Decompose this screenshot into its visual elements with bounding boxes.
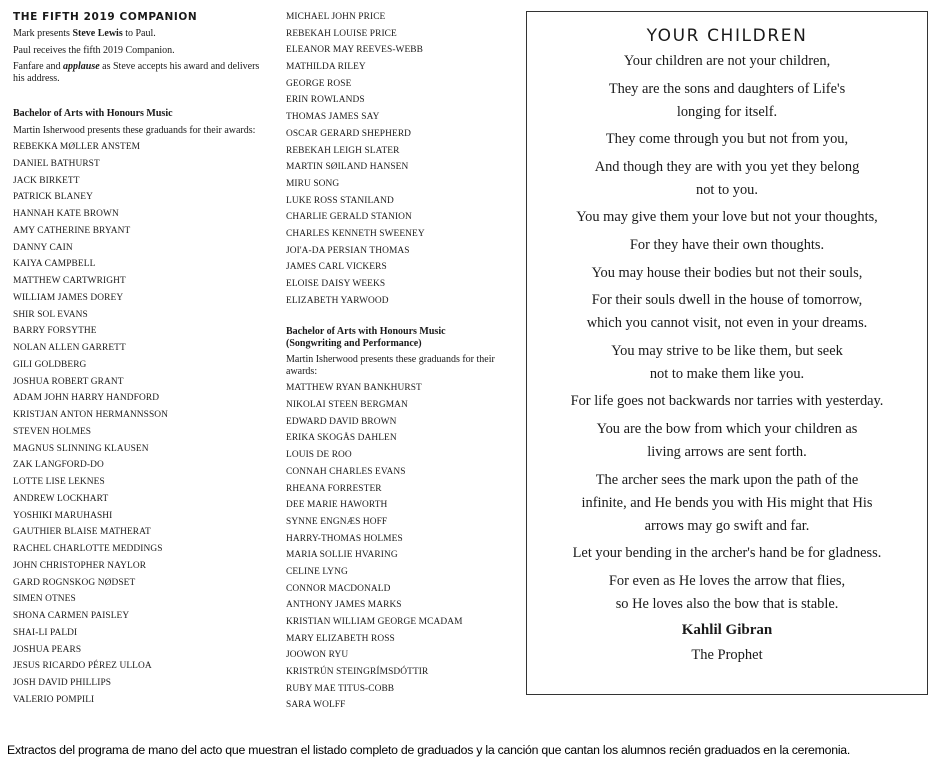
graduand-name: SARA WOLFF — [286, 700, 346, 711]
graduand-name: WILLIAM JAMES DOREY — [13, 292, 124, 303]
music-graduand-list — [13, 139, 273, 709]
companion-name: Steve Lewis — [72, 28, 123, 39]
graduand-name: JESUS RICARDO PÉREZ ULLOA — [13, 661, 152, 672]
poem-line: They come through you but not from you, — [605, 131, 849, 148]
graduand-name: CELINE LYNG — [286, 566, 348, 577]
poem-line: And though they are with you yet they belong — [594, 158, 860, 175]
poem-source: The Prophet — [691, 647, 763, 664]
poem-stanza — [527, 542, 927, 565]
graduand-name: KAIYA CAMPBELL — [13, 259, 96, 270]
graduand-name: KRISTIAN WILLIAM GEORGE MCADAM — [286, 617, 463, 627]
poem-body — [527, 50, 927, 616]
poem-stanza — [527, 156, 927, 202]
graduand-name: LUKE ROSS STANILAND — [286, 195, 394, 206]
graduand-name: GAUTHIER BLAISE MATHERAT — [13, 527, 151, 538]
graduand-name: PATRICK BLANEY — [13, 192, 93, 203]
poem-stanza — [527, 50, 927, 73]
songwriting-section-heading: Bachelor of Arts with Honours Music (Songwriting and Performance) — [286, 326, 446, 349]
graduand-name: MATTHEW RYAN BANKHURST — [286, 383, 422, 394]
graduand-name: CHARLIE GERALD STANION — [286, 212, 412, 223]
graduand-name: SHIR SOL EVANS — [13, 309, 88, 320]
graduand-name: BARRY FORSYTHE — [13, 326, 97, 337]
poem-stanza — [527, 390, 927, 413]
graduand-name: KRISTJAN ANTON HERMANNSSON — [13, 410, 169, 420]
graduand-name: HANNAH KATE BROWN — [13, 209, 119, 219]
graduand-name: THOMAS JAMES SAY — [286, 112, 380, 123]
poem-title: YOUR CHILDREN — [646, 26, 808, 46]
graduand-name: DANNY CAIN — [13, 242, 73, 253]
poem-line: Your children are not your children, — [623, 53, 831, 69]
graduand-name: MATHILDA RILEY — [286, 62, 366, 73]
graduand-name: CHARLES KENNETH SWEENEY — [286, 228, 425, 239]
graduand-name: ANDREW LOCKHART — [13, 493, 109, 504]
graduand-name: GEORGE ROSE — [286, 78, 352, 89]
graduand-name: CONNOR MACDONALD — [286, 583, 391, 594]
graduand-name: SHONA CARMEN PAISLEY — [13, 611, 130, 621]
poem-box — [526, 11, 928, 695]
songwriting-graduand-list — [286, 380, 516, 714]
poem-line: You are the bow from which your children as — [596, 420, 858, 437]
poem-line: so He loves also the bow that is stable. — [615, 595, 839, 612]
graduand-name: GILI GOLDBERG — [13, 359, 87, 370]
poem-line: For life goes not backwards nor tarries with yesterday. — [570, 393, 884, 410]
program-column-middle — [286, 9, 516, 714]
music-section-intro: Martin Isherwood presents these graduands for their awards: — [13, 124, 256, 136]
poem-line: not to make them like you. — [649, 365, 805, 382]
graduand-name: REBEKAH LEIGH SLATER — [286, 145, 400, 156]
songwriting-section-intro: Martin Isherwood presents these graduands for their awards: — [286, 354, 495, 377]
poem-stanza — [527, 128, 927, 151]
graduand-name: LOTTE LISE LEKNES — [13, 477, 105, 487]
graduand-name: LOUIS DE ROO — [286, 450, 352, 461]
poem-stanza — [527, 570, 927, 616]
graduand-name: ELOISE DAISY WEEKS — [286, 279, 386, 289]
companion-title: THE FIFTH 2019 COMPANION — [13, 11, 198, 23]
poem-line: not to you. — [696, 181, 758, 198]
graduand-name: DANIEL BATHURST — [13, 158, 100, 169]
poem-line: You may give them your love but not your thoughts, — [576, 209, 878, 226]
graduand-name: MICHAEL JOHN PRICE — [286, 12, 386, 22]
poem-line: longing for itself. — [676, 103, 778, 120]
graduand-name: RHEANA FORRESTER — [286, 483, 382, 494]
poem-stanza — [527, 234, 927, 257]
graduand-name: REBEKKA MØLLER ANSTEM — [13, 142, 141, 152]
graduand-name: STEVEN HOLMES — [13, 426, 92, 437]
poem-line: Let your bending in the archer's hand be for gladness. — [572, 545, 882, 562]
graduand-name: CONNAH CHARLES EVANS — [286, 466, 406, 477]
graduand-name: SYNNE ENGNÆS HOFF — [286, 516, 388, 527]
poem-line: which you cannot visit, not even in your dreams. — [586, 315, 868, 332]
graduand-name: ADAM JOHN HARRY HANDFORD — [13, 393, 160, 404]
graduand-name: ANTHONY JAMES MARKS — [286, 600, 402, 611]
graduand-name: AMY CATHERINE BRYANT — [13, 225, 131, 236]
graduand-name: OSCAR GERARD SHEPHERD — [286, 128, 412, 139]
graduand-name: GARD ROGNSKOG NØDSET — [13, 577, 136, 588]
graduand-name: JOSHUA PEARS — [13, 644, 82, 655]
graduand-name: KRISTRÚN STEINGRÍMSDÓTTIR — [286, 667, 429, 678]
graduand-name: REBEKAH LOUISE PRICE — [286, 28, 397, 39]
graduand-name: JOSH DAVID PHILLIPS — [13, 678, 112, 688]
applause-emphasis: applause — [62, 61, 100, 72]
poem-line: They are the sons and daughters of Life's — [608, 80, 846, 97]
poem-stanza — [527, 289, 927, 335]
music-section-heading: Bachelor of Arts with Honours Music — [13, 108, 173, 119]
poem-line: For even as He loves the arrow that flies, — [608, 572, 846, 589]
graduand-name: RACHEL CHARLOTTE MEDDINGS — [13, 544, 163, 554]
graduand-name: NIKOLAI STEEN BERGMAN — [286, 400, 408, 411]
graduand-name: ZAK LANGFORD-DO — [13, 460, 104, 471]
graduand-name: JOSHUA ROBERT GRANT — [13, 376, 124, 387]
poem-stanza — [527, 418, 927, 464]
graduand-name: JACK BIRKETT — [13, 175, 80, 186]
poem-stanza — [527, 262, 927, 285]
graduand-name: JOOWON RYU — [286, 650, 349, 661]
graduand-name: JAMES CARL VICKERS — [286, 262, 387, 273]
poem-stanza — [527, 206, 927, 229]
poem-line: You may house their bodies but not their souls, — [591, 264, 863, 281]
graduand-name: JOI'A-DA PERSIAN THOMAS — [286, 245, 410, 256]
graduand-name: MIRU SONG — [286, 178, 340, 189]
graduand-name: ELEANOR MAY REEVES-WEBB — [286, 45, 424, 56]
companion-receive-line: Paul receives the fifth 2019 Companion. — [13, 44, 175, 56]
graduand-name: MARIA SOLLIE HVARING — [286, 550, 398, 561]
poem-line: living arrows are sent forth. — [647, 443, 807, 460]
graduand-name: JOHN CHRISTOPHER NAYLOR — [13, 560, 147, 571]
graduand-name: MAGNUS SLINNING KLAUSEN — [13, 443, 149, 454]
graduand-name: SIMEN OTNES — [13, 594, 76, 605]
graduand-name: SHAI-LI PALDI — [13, 627, 78, 638]
photo-caption: Extractos del programa de mano del acto que muestran el listado completo de graduados y la canción que cantan los alumnos recién graduados en la ceremonia. — [7, 743, 851, 757]
poem-author: Kahlil Gibran — [681, 622, 773, 639]
graduand-name: MATTHEW CARTWRIGHT — [13, 276, 126, 286]
graduand-name: RUBY MAE TITUS-COBB — [286, 683, 395, 694]
poem-line: For their souls dwell in the house of tomorrow, — [591, 292, 863, 309]
graduand-name: MARTIN SØILAND HANSEN — [286, 162, 409, 173]
poem-stanza — [527, 340, 927, 386]
graduand-name: DEE MARIE HAWORTH — [286, 500, 388, 511]
graduand-name: MARY ELIZABETH ROSS — [286, 633, 395, 644]
poem-line: arrows may go swift and far. — [644, 517, 810, 534]
poem-stanza — [527, 469, 927, 538]
companion-presentation-line: Mark presents Steve Lewis to Paul. — [13, 28, 156, 39]
graduand-name: ERIN ROWLANDS — [286, 95, 365, 106]
program-column-left — [13, 10, 273, 709]
graduand-name: ERIKA SKOGÅS DAHLEN — [286, 433, 397, 444]
poem-line: You may strive to be like them, but seek — [611, 342, 843, 359]
graduand-name: NOLAN ALLEN GARRETT — [13, 343, 126, 353]
poem-line: The archer sees the mark upon the path of the — [595, 471, 859, 488]
graduand-name: EDWARD DAVID BROWN — [286, 416, 397, 427]
poem-line: For they have their own thoughts. — [629, 236, 825, 253]
graduand-name: ELIZABETH YARWOOD — [286, 295, 389, 306]
music-graduand-list-continued — [286, 9, 516, 309]
graduand-name: HARRY-THOMAS HOLMES — [286, 533, 403, 544]
graduand-name: YOSHIKI MARUHASHI — [13, 510, 113, 521]
companion-fanfare-line: Fanfare and applause as Steve accepts his award and delivers his address. — [13, 61, 260, 84]
poem-line: infinite, and He bends you with His might that His — [581, 494, 873, 511]
graduand-name: VALERIO POMPILI — [13, 694, 95, 705]
poem-stanza — [527, 78, 927, 124]
